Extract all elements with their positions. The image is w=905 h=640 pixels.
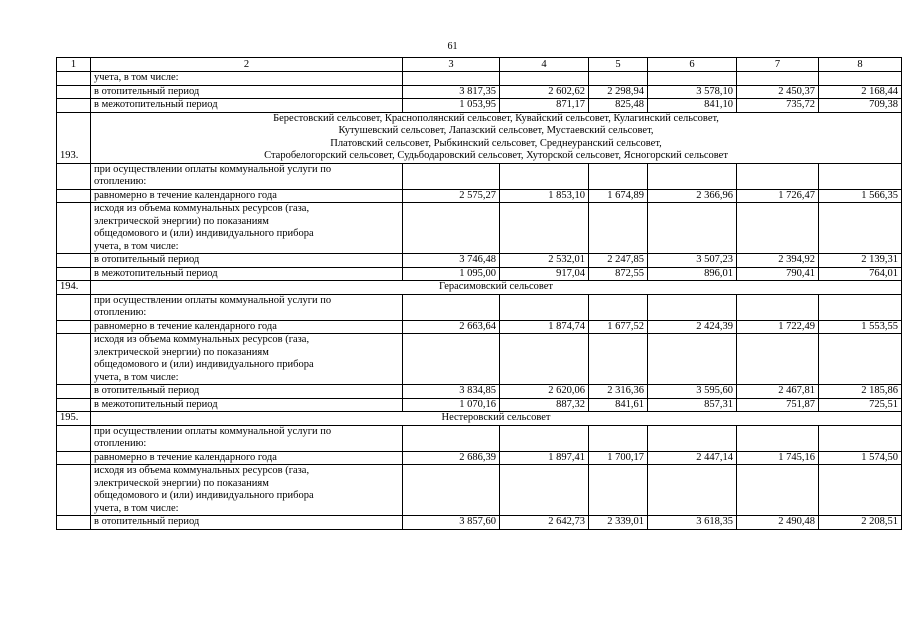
row-label-line: общедомового и (или) индивидуального прибора xyxy=(94,490,314,501)
row-index-cell xyxy=(57,385,91,399)
row-label xyxy=(91,294,403,320)
row-label-line: учета, в том числе: xyxy=(94,502,179,514)
value-cell: 1 574,50 xyxy=(819,451,902,465)
value-cell: 2 620,06 xyxy=(500,385,589,399)
group-title-line: Берестовский сельсовет, Краснополянский сельсовет, Кувайский сельсовет, Кулагинский сельсовет, xyxy=(273,112,719,124)
value-cell: 2 424,39 xyxy=(648,320,737,334)
group-row xyxy=(57,281,902,295)
value-cell: 2 366,96 xyxy=(648,189,737,203)
table-row xyxy=(57,385,902,399)
row-label-line: равномерно в течение календарного года xyxy=(94,451,277,463)
value-cell: 917,04 xyxy=(500,267,589,281)
group-title-line: Нестеровский сельсовет xyxy=(441,412,551,423)
value-cell xyxy=(648,294,737,320)
row-label-line: в отопительный период xyxy=(94,385,200,396)
value-cell: 764,01 xyxy=(819,267,902,281)
row-index-cell: 194. xyxy=(57,281,91,295)
table-body xyxy=(57,58,902,530)
value-cell xyxy=(648,72,737,86)
row-index-cell xyxy=(57,72,91,86)
value-cell: 2 208,51 xyxy=(819,516,902,530)
row-label-line: в межотопительный период xyxy=(94,267,218,279)
row-label-line: учета, в том числе: xyxy=(94,371,179,383)
value-cell: 1 722,49 xyxy=(737,320,819,334)
value-cell xyxy=(819,203,902,254)
table-row xyxy=(57,203,902,254)
header-cell: 1 xyxy=(57,58,91,72)
row-index-cell xyxy=(57,99,91,113)
table-row xyxy=(57,72,902,86)
row-index-cell xyxy=(57,203,91,254)
row-label xyxy=(91,99,403,113)
value-cell xyxy=(403,465,500,516)
row-label-line: учета, в том числе: xyxy=(94,240,179,252)
group-title-line: Платовский сельсовет, Рыбкинский сельсовет, Среднеуранский сельсовет, xyxy=(330,137,662,149)
value-cell: 1 674,89 xyxy=(589,189,648,203)
row-label xyxy=(91,516,403,530)
header-cell: 6 xyxy=(648,58,737,72)
table-row xyxy=(57,334,902,385)
value-cell xyxy=(737,163,819,189)
value-cell xyxy=(737,334,819,385)
value-cell: 887,32 xyxy=(500,398,589,412)
value-cell: 3 618,35 xyxy=(648,516,737,530)
value-cell xyxy=(589,163,648,189)
value-cell: 2 686,39 xyxy=(403,451,500,465)
value-cell: 2 339,01 xyxy=(589,516,648,530)
page-number: 61 xyxy=(447,41,458,52)
row-label xyxy=(91,385,403,399)
value-cell xyxy=(819,294,902,320)
value-cell: 2 139,31 xyxy=(819,254,902,268)
value-cell: 2 490,48 xyxy=(737,516,819,530)
row-index-cell xyxy=(57,516,91,530)
value-cell: 2 447,14 xyxy=(648,451,737,465)
row-label-line: электрической энергии) по показаниям xyxy=(94,346,269,358)
group-row xyxy=(57,112,902,163)
value-cell: 3 595,60 xyxy=(648,385,737,399)
value-cell: 735,72 xyxy=(737,99,819,113)
row-label xyxy=(91,334,403,385)
value-cell: 896,01 xyxy=(648,267,737,281)
table-row xyxy=(57,320,902,334)
value-cell xyxy=(819,425,902,451)
table-row xyxy=(57,254,902,268)
value-cell xyxy=(737,425,819,451)
value-cell: 2 168,44 xyxy=(819,85,902,99)
value-cell: 2 663,64 xyxy=(403,320,500,334)
value-cell: 1 053,95 xyxy=(403,99,500,113)
value-cell xyxy=(737,465,819,516)
value-cell xyxy=(648,425,737,451)
value-cell xyxy=(589,425,648,451)
table-row xyxy=(57,163,902,189)
row-label-line: при осуществлении оплаты коммунальной услуги по xyxy=(94,425,332,437)
value-cell: 2 298,94 xyxy=(589,85,648,99)
value-cell: 1 897,41 xyxy=(500,451,589,465)
table-header-row xyxy=(57,58,902,72)
row-label xyxy=(91,203,403,254)
header-cell: 3 xyxy=(403,58,500,72)
value-cell: 3 746,48 xyxy=(403,254,500,268)
row-index-cell xyxy=(57,163,91,189)
table-row xyxy=(57,189,902,203)
row-label-line: общедомового и (или) индивидуального прибора xyxy=(94,228,314,239)
row-label xyxy=(91,425,403,451)
value-cell xyxy=(403,72,500,86)
row-index-cell: 195. xyxy=(57,412,91,426)
row-label-line: в отопительный период xyxy=(94,254,200,265)
value-cell xyxy=(819,72,902,86)
value-cell: 1 745,16 xyxy=(737,451,819,465)
row-label-line: равномерно в течение календарного года xyxy=(94,189,277,201)
value-cell: 2 602,62 xyxy=(500,85,589,99)
row-index-cell xyxy=(57,294,91,320)
value-cell: 3 507,23 xyxy=(648,254,737,268)
table-row xyxy=(57,267,902,281)
value-cell xyxy=(819,334,902,385)
row-label xyxy=(91,189,403,203)
row-label-line: отоплению: xyxy=(94,307,147,318)
group-title-line: Кутушевский сельсовет, Лапазский сельсовет, Мустаевский сельсовет, xyxy=(338,125,654,136)
value-cell xyxy=(648,203,737,254)
row-label-line: отоплению: xyxy=(94,176,147,187)
row-label-line: учета, в том числе: xyxy=(94,72,179,83)
value-cell: 3 834,85 xyxy=(403,385,500,399)
row-index-cell xyxy=(57,267,91,281)
value-cell: 871,17 xyxy=(500,99,589,113)
row-index-cell xyxy=(57,254,91,268)
row-label-line: в межотопительный период xyxy=(94,99,218,110)
row-label-line: общедомового и (или) индивидуального прибора xyxy=(94,359,314,370)
row-label xyxy=(91,254,403,268)
table-row xyxy=(57,294,902,320)
table-row xyxy=(57,398,902,412)
row-label xyxy=(91,72,403,86)
group-row xyxy=(57,412,902,426)
value-cell xyxy=(737,203,819,254)
value-cell xyxy=(403,334,500,385)
value-cell xyxy=(648,163,737,189)
value-cell xyxy=(648,334,737,385)
value-cell xyxy=(737,294,819,320)
group-title xyxy=(91,281,902,295)
value-cell: 1 700,17 xyxy=(589,451,648,465)
table-row xyxy=(57,99,902,113)
header-cell: 2 xyxy=(91,58,403,72)
value-cell: 2 185,86 xyxy=(819,385,902,399)
row-label-line: исходя из объема коммунальных ресурсов (газа, xyxy=(94,334,310,345)
table-row xyxy=(57,451,902,465)
header-cell: 7 xyxy=(737,58,819,72)
row-label-line: при осуществлении оплаты коммунальной услуги по xyxy=(94,294,332,306)
header-cell: 4 xyxy=(500,58,589,72)
row-label xyxy=(91,163,403,189)
row-index-cell xyxy=(57,398,91,412)
value-cell: 3 857,60 xyxy=(403,516,500,530)
row-label-line: в отопительный период xyxy=(94,516,200,527)
value-cell: 2 394,92 xyxy=(737,254,819,268)
value-cell xyxy=(500,334,589,385)
table-row xyxy=(57,425,902,451)
value-cell: 2 642,73 xyxy=(500,516,589,530)
value-cell: 2 247,85 xyxy=(589,254,648,268)
value-cell: 1 553,55 xyxy=(819,320,902,334)
value-cell xyxy=(500,72,589,86)
value-cell: 872,55 xyxy=(589,267,648,281)
value-cell: 751,87 xyxy=(737,398,819,412)
value-cell: 1 677,52 xyxy=(589,320,648,334)
value-cell: 1 095,00 xyxy=(403,267,500,281)
value-cell: 1 853,10 xyxy=(500,189,589,203)
value-cell: 3 578,10 xyxy=(648,85,737,99)
value-cell: 3 817,35 xyxy=(403,85,500,99)
value-cell xyxy=(403,203,500,254)
row-index-cell xyxy=(57,425,91,451)
row-label-line: в межотопительный период xyxy=(94,398,218,410)
row-label xyxy=(91,451,403,465)
group-title xyxy=(91,112,902,163)
value-cell xyxy=(500,425,589,451)
value-cell: 790,41 xyxy=(737,267,819,281)
value-cell xyxy=(589,294,648,320)
value-cell xyxy=(403,294,500,320)
row-label-line: исходя из объема коммунальных ресурсов (газа, xyxy=(94,465,310,476)
value-cell xyxy=(737,72,819,86)
value-cell xyxy=(500,203,589,254)
value-cell xyxy=(819,465,902,516)
value-cell xyxy=(500,163,589,189)
value-cell: 857,31 xyxy=(648,398,737,412)
value-cell: 1 070,16 xyxy=(403,398,500,412)
row-label-line: электрической энергии) по показаниям xyxy=(94,477,269,489)
value-cell: 2 532,01 xyxy=(500,254,589,268)
row-index-cell xyxy=(57,465,91,516)
value-cell xyxy=(648,465,737,516)
row-label xyxy=(91,320,403,334)
value-cell xyxy=(500,465,589,516)
value-cell xyxy=(589,465,648,516)
header-cell: 5 xyxy=(589,58,648,72)
value-cell: 725,51 xyxy=(819,398,902,412)
table-row xyxy=(57,516,902,530)
row-index-cell xyxy=(57,451,91,465)
value-cell: 2 467,81 xyxy=(737,385,819,399)
value-cell xyxy=(589,203,648,254)
value-cell xyxy=(500,294,589,320)
row-label-line: при осуществлении оплаты коммунальной услуги по xyxy=(94,163,332,175)
header-cell: 8 xyxy=(819,58,902,72)
group-title-line: Герасимовский сельсовет xyxy=(438,281,554,292)
row-label-line: отоплению: xyxy=(94,438,147,449)
value-cell: 2 316,36 xyxy=(589,385,648,399)
value-cell xyxy=(589,72,648,86)
row-label xyxy=(91,85,403,99)
group-title xyxy=(91,412,902,426)
row-index-cell xyxy=(57,320,91,334)
row-label xyxy=(91,465,403,516)
value-cell: 825,48 xyxy=(589,99,648,113)
value-cell: 2 575,27 xyxy=(403,189,500,203)
row-label-line: исходя из объема коммунальных ресурсов (газа, xyxy=(94,203,310,214)
value-cell: 841,61 xyxy=(589,398,648,412)
value-cell: 1 566,35 xyxy=(819,189,902,203)
value-cell: 841,10 xyxy=(648,99,737,113)
value-cell: 1 874,74 xyxy=(500,320,589,334)
row-index-cell xyxy=(57,189,91,203)
value-cell xyxy=(403,425,500,451)
group-title-line: Старобелогорский сельсовет, Судьбодаровский сельсовет, Хуторской сельсовет, Ясногорский сельсовет xyxy=(264,150,728,161)
value-cell xyxy=(589,334,648,385)
row-label-line: равномерно в течение календарного года xyxy=(94,320,277,332)
value-cell xyxy=(403,163,500,189)
row-index-cell xyxy=(57,85,91,99)
table-row xyxy=(57,465,902,516)
value-cell: 709,38 xyxy=(819,99,902,113)
table-row xyxy=(57,85,902,99)
value-cell: 2 450,37 xyxy=(737,85,819,99)
tariff-table xyxy=(56,57,902,530)
row-label xyxy=(91,267,403,281)
row-index-cell xyxy=(57,334,91,385)
row-index-cell: 193. xyxy=(57,112,91,163)
value-cell: 1 726,47 xyxy=(737,189,819,203)
value-cell xyxy=(819,163,902,189)
row-label xyxy=(91,398,403,412)
row-label-line: в отопительный период xyxy=(94,85,200,97)
row-label-line: электрической энергии) по показаниям xyxy=(94,215,269,227)
